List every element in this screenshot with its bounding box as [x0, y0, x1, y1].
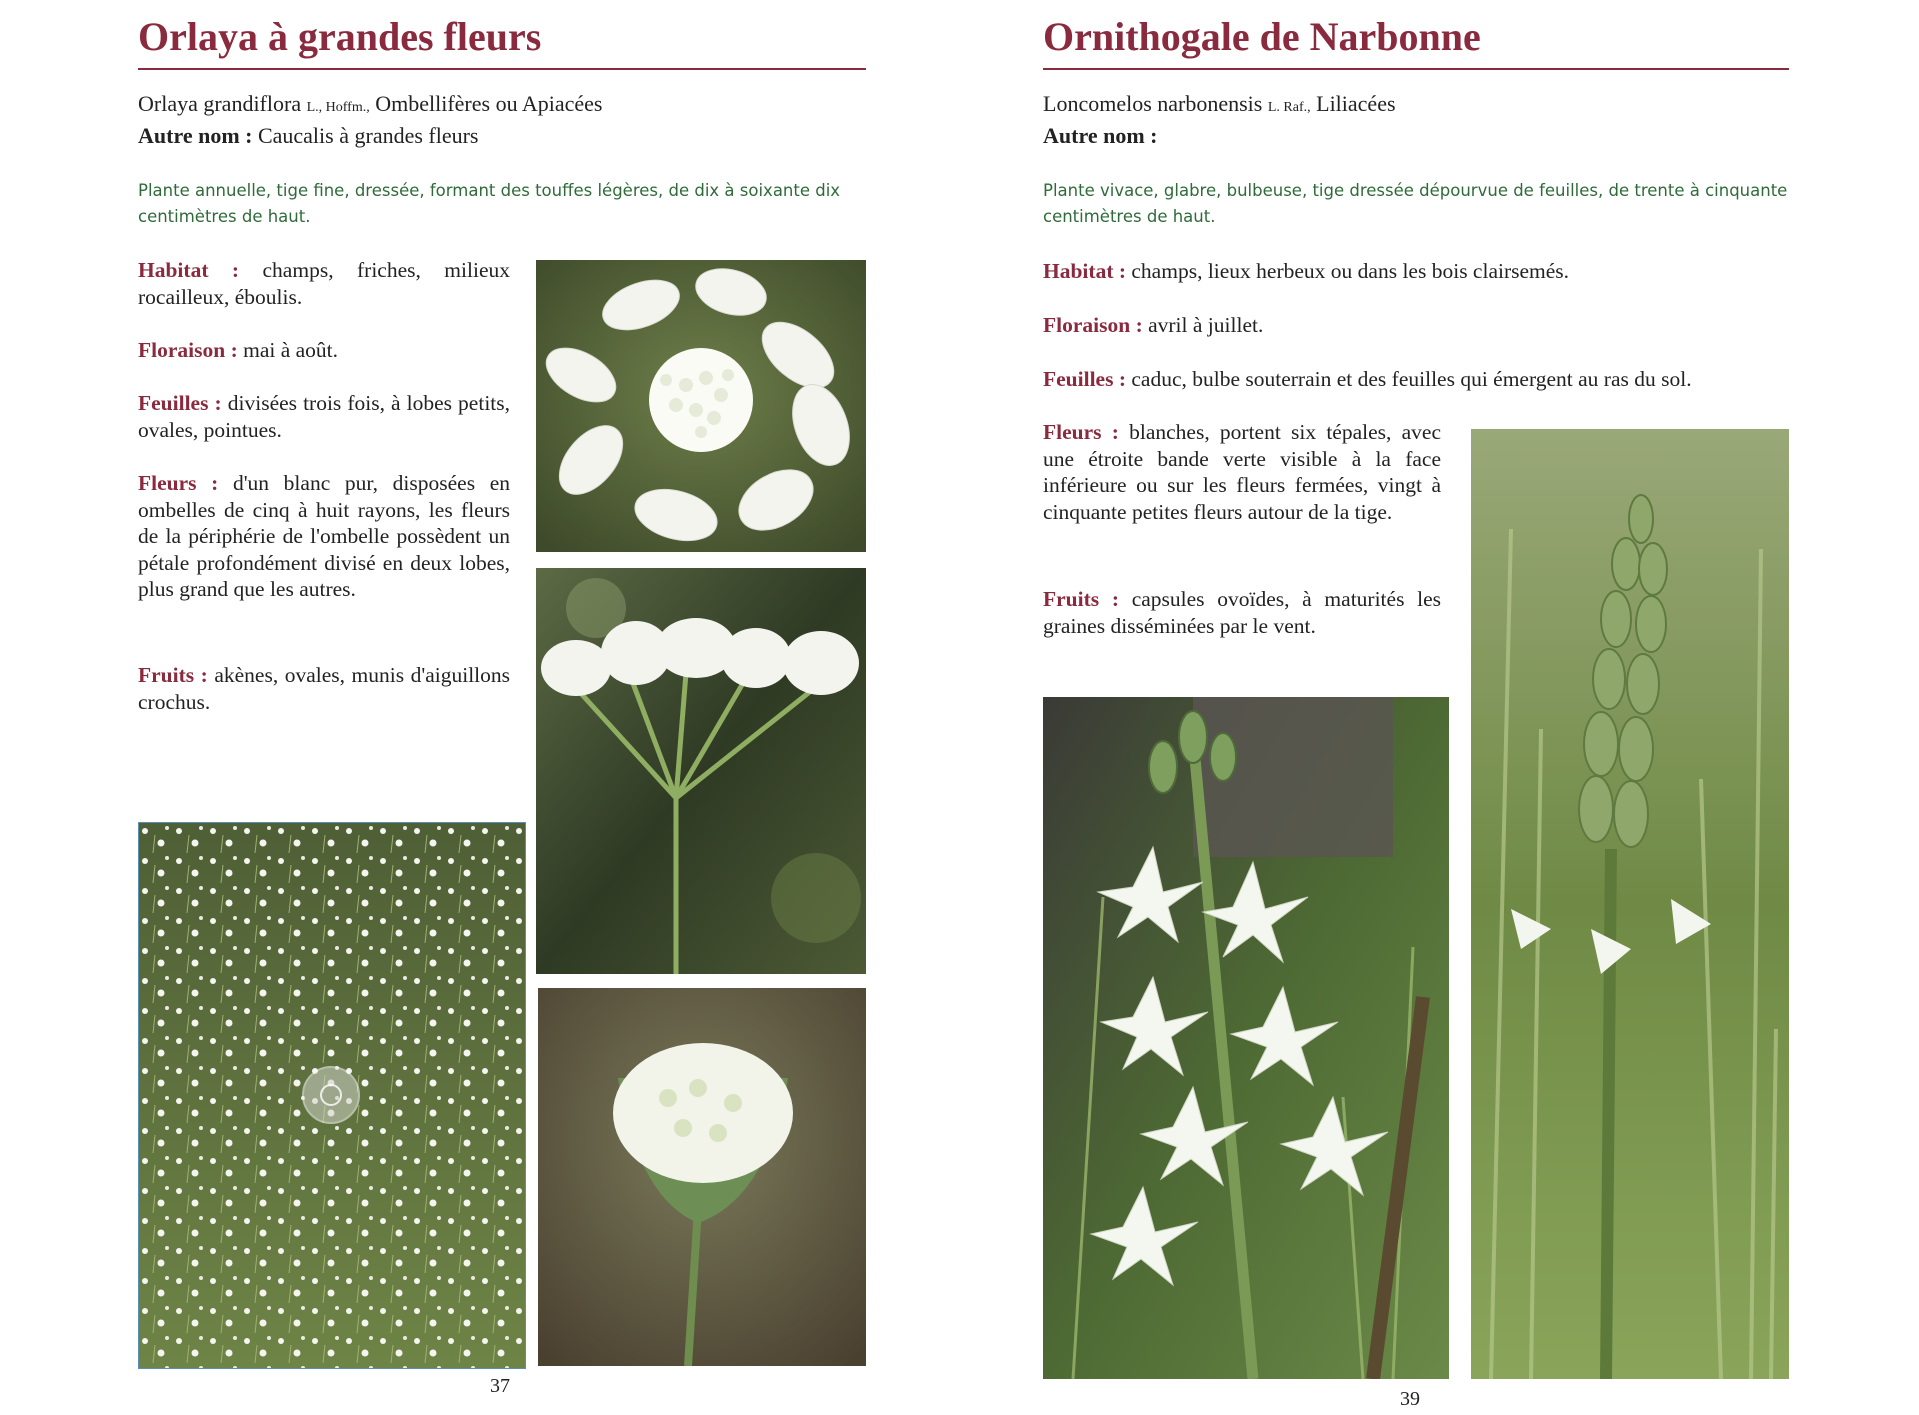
left-other-name-label: Autre nom : [138, 123, 253, 148]
left-feuilles-label: Feuilles : [138, 391, 222, 415]
photo-ornithogale-flowers [1043, 697, 1449, 1379]
right-floraison-text: avril à juillet. [1148, 313, 1264, 337]
right-other-name-label: Autre nom : [1043, 123, 1158, 148]
left-other-name-value: Caucalis à grandes fleurs [257, 123, 479, 148]
left-scientific-name: Orlaya grandiflora [138, 91, 302, 116]
right-fleurs [1043, 419, 1441, 525]
left-floraison-label: Floraison : [138, 338, 238, 362]
left-floraison-text: mai à août. [243, 338, 339, 362]
left-feuilles [138, 390, 510, 443]
right-fleurs-text: blanches, portent six tépales, avec une étroite bande verte visible à la face inférieure ou sur les fleurs fermées, vingt à cinquante petites fleurs autour de la tige. [1043, 420, 1441, 524]
left-fleurs-label: Fleurs : [138, 471, 219, 495]
right-page-title: Ornithogale de Narbonne [1043, 14, 1481, 59]
right-title-rule [1043, 68, 1789, 70]
right-scientific-name: Loncomelos narbonensis [1043, 91, 1263, 116]
left-intro: Plante annuelle, tige fine, dressée, formant des touffes légères, de dix à soixante dix centimètres de haut. [138, 181, 841, 226]
right-authors: L. Raf., [1267, 100, 1311, 115]
left-habitat-label: Habitat : [138, 258, 240, 282]
left-family: Ombellifères ou Apiacées [375, 91, 603, 116]
left-habitat [138, 257, 510, 310]
right-fruits [1043, 586, 1441, 639]
right-fruits-label: Fruits : [1043, 587, 1119, 611]
left-title-rule [138, 68, 866, 70]
left-floraison [138, 337, 510, 364]
left-fruits-text: akènes, ovales, munis d'aiguillons crochus. [138, 663, 511, 714]
right-feuilles-label: Feuilles : [1043, 367, 1126, 391]
left-fleurs [138, 470, 510, 603]
left-fruits [138, 662, 510, 715]
left-page-title: Orlaya à grandes fleurs [138, 14, 542, 59]
right-intro: Plante vivace, glabre, bulbeuse, tige dressée dépourvue de feuilles, de trente à cinquante centimètres de haut. [1043, 181, 1788, 226]
left-fleurs-text: d'un blanc pur, disposées en ombelles de cinq à huit rayons, les fleurs de la périphérie de l'ombelle possèdent un pétale profondément divisé en deux lobes, plus grand que les autres. [138, 471, 510, 601]
right-family: Liliacées [1316, 91, 1396, 116]
right-fruits-text: capsules ovoïdes, à maturités les graines disséminées par le vent. [1043, 587, 1442, 638]
right-feuilles [1043, 366, 1789, 393]
right-feuilles-text: caduc, bulbe souterrain et des feuilles qui émergent au ras du sol. [1131, 367, 1692, 391]
right-fleurs-label: Fleurs : [1043, 420, 1119, 444]
photo-orlaya-umbel-side [536, 568, 866, 974]
left-authors: L., Hoffm., [306, 100, 370, 115]
right-floraison [1043, 312, 1789, 339]
left-fruits-label: Fruits : [138, 663, 208, 687]
photo-orlaya-flower-top [536, 260, 866, 552]
right-page-number: 39 [1400, 1388, 1420, 1410]
right-taxonomy-line [1043, 92, 1396, 116]
left-other-name-line [138, 124, 479, 148]
right-other-name-line [1043, 124, 1157, 148]
right-page [960, 0, 1919, 1415]
photo-orlaya-field [138, 822, 526, 1369]
right-habitat-label: Habitat : [1043, 259, 1127, 283]
right-habitat [1043, 258, 1789, 285]
right-floraison-label: Floraison : [1043, 313, 1143, 337]
right-habitat-text: champs, lieux herbeux ou dans les bois clairsemés. [1131, 259, 1570, 283]
photo-orlaya-flower-bud [538, 988, 866, 1366]
left-taxonomy-line [138, 92, 602, 116]
left-habitat-text: champs, friches, milieux rocailleux, éboulis. [138, 258, 510, 309]
left-page-number: 37 [490, 1375, 510, 1397]
photo-ornithogale-spike [1471, 429, 1789, 1379]
left-feuilles-text: divisées trois fois, à lobes petits, ovales, pointues. [138, 391, 511, 442]
